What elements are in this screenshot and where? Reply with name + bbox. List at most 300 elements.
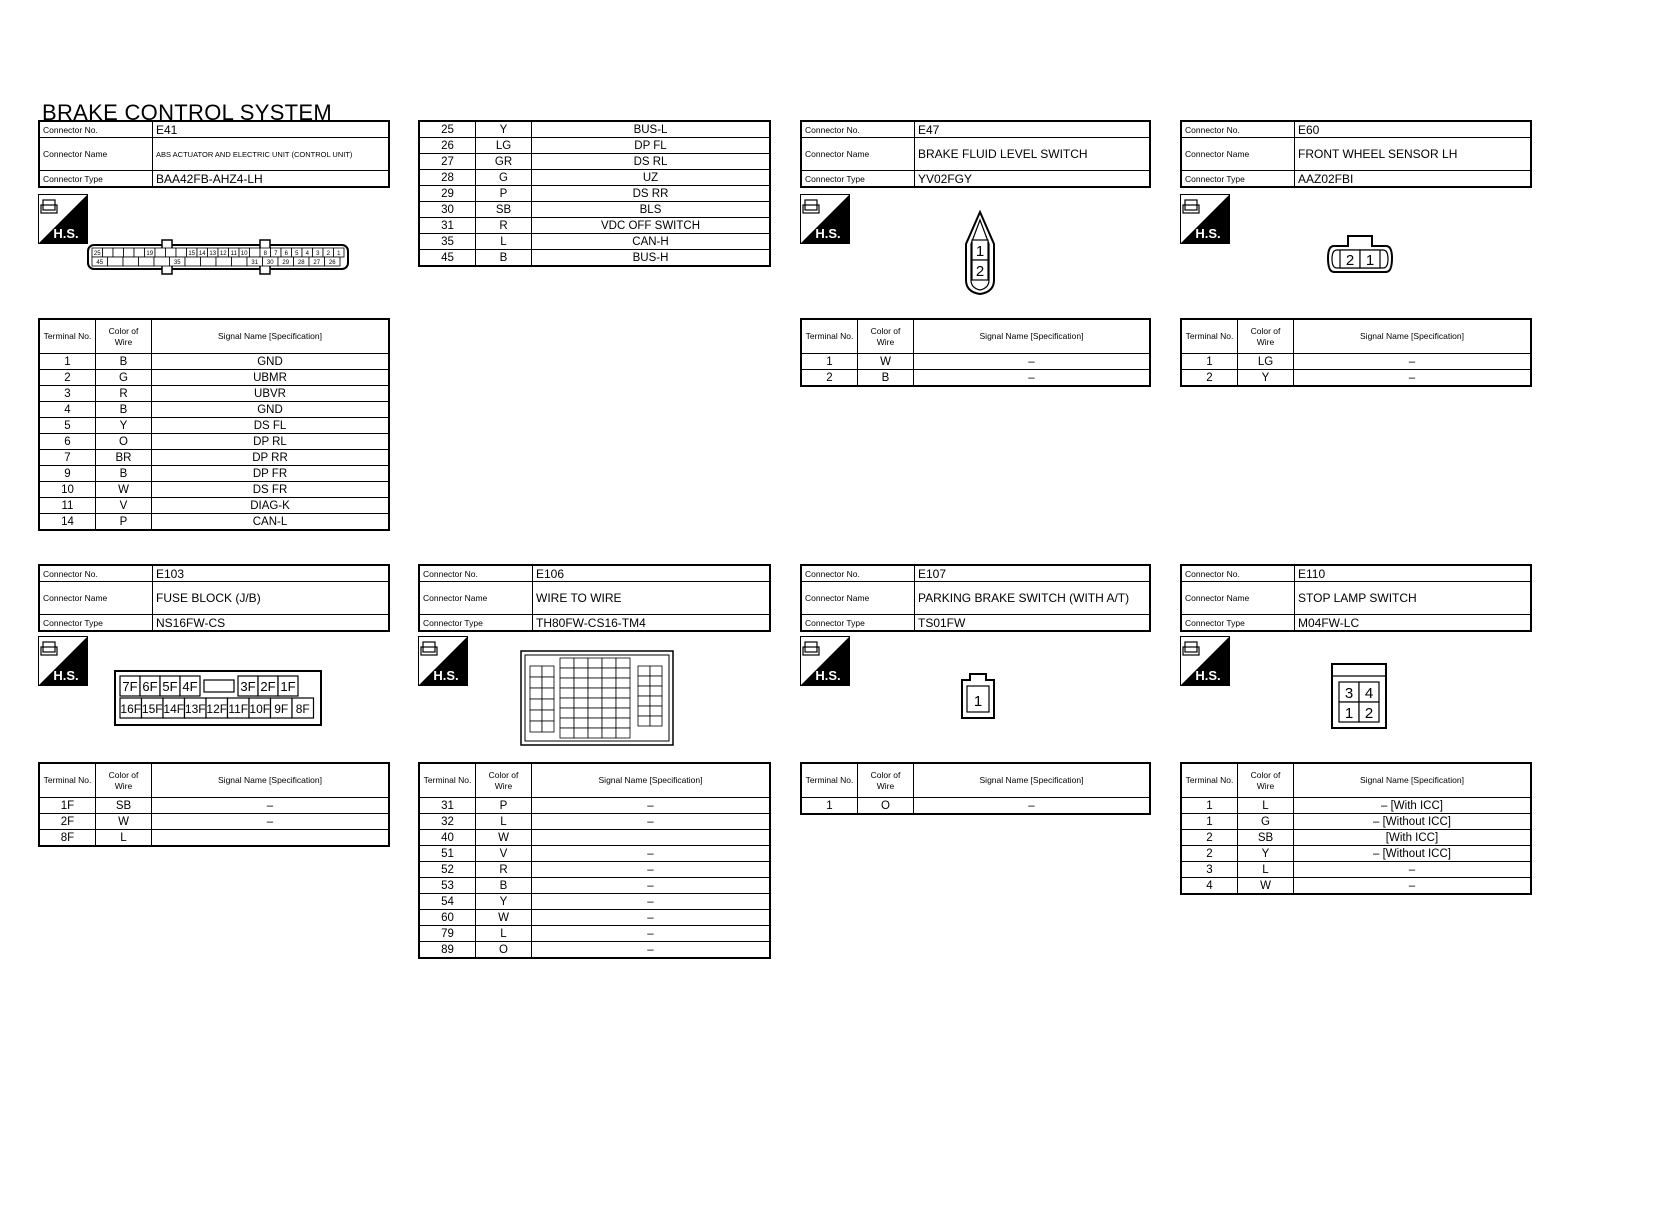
table-row xyxy=(419,138,770,154)
table-row xyxy=(419,798,770,814)
connector-no-value: E47 xyxy=(915,121,1151,138)
wire-color-cell: L xyxy=(96,830,152,847)
connector-name-label: Connector Name xyxy=(801,582,915,615)
terminal-no-cell: 2F xyxy=(39,814,96,830)
connector-type-label: Connector Type xyxy=(1181,171,1295,188)
terminal-no-cell: 11 xyxy=(39,498,96,514)
pin-cell xyxy=(602,708,616,718)
pin-cell xyxy=(588,698,602,708)
terminal-no-cell: 2 xyxy=(1181,846,1238,862)
terminal-no-cell: 32 xyxy=(419,814,476,830)
hs-harness-side-icon xyxy=(38,636,88,686)
wire-color-cell: B xyxy=(476,250,532,267)
pin-cell xyxy=(650,686,662,696)
table-row xyxy=(1181,846,1531,862)
wire-color-cell: W xyxy=(96,482,152,498)
pin-cell xyxy=(216,257,232,266)
pin-cell xyxy=(650,666,662,676)
signal-name-cell: – xyxy=(914,354,1151,370)
connector-no-label: Connector No. xyxy=(801,121,915,138)
hs-harness-side-icon xyxy=(800,636,850,686)
terminal-table-e41-continued xyxy=(418,120,771,267)
table-row xyxy=(419,926,770,942)
connector-type-value: NS16FW-CS xyxy=(153,615,390,632)
pin-cell xyxy=(185,257,201,266)
table-row xyxy=(39,402,389,418)
pin-cell xyxy=(588,668,602,678)
pin-label: 30 xyxy=(266,260,274,266)
pin-label: 3 xyxy=(1344,685,1354,702)
connector-name-label: Connector Name xyxy=(1181,582,1295,615)
signal-name-cell: DP FR xyxy=(152,466,390,482)
connector-type-value: TH80FW-CS16-TM4 xyxy=(533,615,771,632)
pin-cell xyxy=(542,688,554,699)
pin-cell xyxy=(638,686,650,696)
signal-name-header: Signal Name [Specification] xyxy=(152,763,390,798)
wire-color-header: Color of Wire xyxy=(1238,763,1294,798)
hs-label: H.S. xyxy=(815,668,841,683)
pin-label: 1 xyxy=(1365,252,1375,269)
table-row xyxy=(39,830,389,847)
signal-name-cell: BLS xyxy=(532,202,771,218)
signal-name-header: Signal Name [Specification] xyxy=(914,763,1151,798)
table-row xyxy=(1181,878,1531,895)
pin-label: 9F xyxy=(274,702,289,716)
table-row xyxy=(419,170,770,186)
table-row xyxy=(419,910,770,926)
table-row xyxy=(39,354,389,370)
pin-cell xyxy=(134,248,145,257)
pin-cell xyxy=(542,677,554,688)
pin-label: 15 xyxy=(188,251,196,257)
hs-harness-side-icon xyxy=(418,636,468,686)
pin-label: 19 xyxy=(146,251,154,257)
wire-color-header: Color of Wire xyxy=(96,763,152,798)
pin-cell xyxy=(602,688,616,698)
wire-color-cell: W xyxy=(476,910,532,926)
connector-no-label: Connector No. xyxy=(39,565,153,582)
terminal-no-cell: 25 xyxy=(419,121,476,138)
terminal-no-cell: 60 xyxy=(419,910,476,926)
wire-color-cell: B xyxy=(476,878,532,894)
signal-name-cell: UBVR xyxy=(152,386,390,402)
terminal-no-cell: 1F xyxy=(39,798,96,814)
terminal-no-cell: 1 xyxy=(1181,354,1238,370)
table-row xyxy=(419,218,770,234)
table-row xyxy=(419,862,770,878)
pin-cell xyxy=(588,728,602,738)
pin-label: 25 xyxy=(93,251,101,257)
wire-color-cell: Y xyxy=(476,121,532,138)
connector-header-e41 xyxy=(38,120,390,188)
wire-color-cell: P xyxy=(96,514,152,531)
terminal-no-cell: 4 xyxy=(1181,878,1238,895)
connector-type-value: M04FW-LC xyxy=(1295,615,1532,632)
signal-name-cell: DS FL xyxy=(152,418,390,434)
wire-color-cell: R xyxy=(96,386,152,402)
hs-label: H.S. xyxy=(1195,226,1221,241)
pin-cell xyxy=(530,666,542,677)
pin-cell xyxy=(542,710,554,721)
signal-name-cell: – xyxy=(914,798,1151,815)
table-row xyxy=(801,370,1150,387)
pin-cell xyxy=(638,666,650,676)
pin-cell xyxy=(560,728,574,738)
pin-label: 29 xyxy=(282,260,290,266)
signal-name-cell: – [Without ICC] xyxy=(1294,846,1532,862)
wire-color-cell: P xyxy=(476,798,532,814)
pin-cell xyxy=(602,678,616,688)
connector-name-value: PARKING BRAKE SWITCH (WITH A/T) xyxy=(915,582,1151,615)
pin-cell xyxy=(155,248,166,257)
wire-color-cell: P xyxy=(476,186,532,202)
hs-harness-side-icon xyxy=(800,194,850,244)
pin-cell xyxy=(574,698,588,708)
wire-color-cell: G xyxy=(96,370,152,386)
signal-name-header: Signal Name [Specification] xyxy=(532,763,771,798)
pin-label: 3 xyxy=(316,251,320,257)
signal-name-cell: – xyxy=(1294,862,1532,878)
pin-cell xyxy=(602,658,616,668)
terminal-no-cell: 30 xyxy=(419,202,476,218)
table-row xyxy=(39,450,389,466)
pin-cell xyxy=(616,708,630,718)
terminal-no-cell: 89 xyxy=(419,942,476,959)
connector-diagram-e106 xyxy=(520,650,674,746)
connector-name-label: Connector Name xyxy=(1181,138,1295,171)
pin-label: 1F xyxy=(280,679,296,694)
pin-cell xyxy=(530,721,542,732)
connector-header-e106 xyxy=(418,564,771,632)
pin-label: 4 xyxy=(1364,685,1374,702)
terminal-no-header: Terminal No. xyxy=(1181,763,1238,798)
wire-color-cell: O xyxy=(858,798,914,815)
signal-name-cell: GND xyxy=(152,354,390,370)
pin-cell xyxy=(616,728,630,738)
terminal-no-cell: 5 xyxy=(39,418,96,434)
pin-label: 31 xyxy=(251,260,259,266)
pin-label: 7 xyxy=(274,251,278,257)
terminal-no-header: Terminal No. xyxy=(1181,319,1238,354)
terminal-table-e107 xyxy=(800,762,1151,815)
connector-no-label: Connector No. xyxy=(1181,121,1295,138)
pin-label: 45 xyxy=(96,260,104,266)
connector-no-value: E110 xyxy=(1295,565,1532,582)
signal-name-cell: DP RR xyxy=(152,450,390,466)
pin-label: 26 xyxy=(328,260,336,266)
pin-cell xyxy=(602,698,616,708)
signal-name-cell: – xyxy=(532,878,771,894)
wire-color-cell: B xyxy=(96,402,152,418)
terminal-no-cell: 8F xyxy=(39,830,96,847)
hs-label: H.S. xyxy=(53,668,79,683)
connector-diagram-e103 xyxy=(114,670,322,726)
pin-label: 1 xyxy=(973,693,983,710)
connector-diagram-e107 xyxy=(960,672,996,720)
pin-cell xyxy=(542,721,554,732)
pin-cell xyxy=(616,668,630,678)
signal-name-header: Signal Name [Specification] xyxy=(914,319,1151,354)
pin-label: 7F xyxy=(122,679,138,694)
connector-header-e60 xyxy=(1180,120,1532,188)
signal-name-cell: – [With ICC] xyxy=(1294,798,1532,814)
signal-name-cell: DS RR xyxy=(532,186,771,202)
pin-cell xyxy=(530,677,542,688)
wire-color-cell: B xyxy=(96,354,152,370)
signal-name-cell: – xyxy=(152,798,390,814)
wire-color-header: Color of Wire xyxy=(96,319,152,354)
connector-type-label: Connector Type xyxy=(419,615,533,632)
table-row xyxy=(39,466,389,482)
signal-name-header: Signal Name [Specification] xyxy=(1294,319,1532,354)
hs-harness-side-icon xyxy=(1180,194,1230,244)
table-row xyxy=(801,354,1150,370)
table-row xyxy=(39,798,389,814)
terminal-no-cell: 10 xyxy=(39,482,96,498)
pin-cell xyxy=(574,688,588,698)
pin-cell xyxy=(616,698,630,708)
connector-type-label: Connector Type xyxy=(801,171,915,188)
terminal-no-cell: 54 xyxy=(419,894,476,910)
connector-header-e103 xyxy=(38,564,390,632)
wire-color-cell: L xyxy=(1238,798,1294,814)
signal-name-header: Signal Name [Specification] xyxy=(1294,763,1532,798)
terminal-no-cell: 4 xyxy=(39,402,96,418)
wire-color-header: Color of Wire xyxy=(858,319,914,354)
wire-color-cell: O xyxy=(476,942,532,959)
pin-cell xyxy=(154,257,170,266)
wire-color-cell: L xyxy=(476,234,532,250)
terminal-table-e60 xyxy=(1180,318,1532,387)
hs-label: H.S. xyxy=(815,226,841,241)
pin-label: 1 xyxy=(337,251,341,257)
pin-cell xyxy=(560,678,574,688)
pin-cell xyxy=(638,716,650,726)
connector-type-label: Connector Type xyxy=(39,171,153,188)
connector-diagram-e47 xyxy=(960,210,1000,296)
pin-cell xyxy=(574,678,588,688)
terminal-no-cell: 1 xyxy=(39,354,96,370)
terminal-no-cell: 2 xyxy=(1181,370,1238,387)
table-row xyxy=(39,418,389,434)
pin-cell xyxy=(588,678,602,688)
connector-type-value: YV02FGY xyxy=(915,171,1151,188)
wire-color-cell: O xyxy=(96,434,152,450)
connector-type-label: Connector Type xyxy=(39,615,153,632)
signal-name-cell: – [Without ICC] xyxy=(1294,814,1532,830)
connector-no-value: E103 xyxy=(153,565,390,582)
signal-name-cell: – xyxy=(532,798,771,814)
pin-label: 5 xyxy=(295,251,299,257)
connector-header-e47 xyxy=(800,120,1151,188)
wire-color-cell: LG xyxy=(1238,354,1294,370)
pin-label: 2 xyxy=(975,263,985,280)
table-row xyxy=(419,894,770,910)
pin-cell xyxy=(542,666,554,677)
pin-label: 4 xyxy=(305,251,309,257)
table-row xyxy=(419,186,770,202)
signal-name-cell: – xyxy=(1294,878,1532,895)
pin-label: 14F xyxy=(163,702,185,716)
wire-color-cell: LG xyxy=(476,138,532,154)
wire-color-cell: L xyxy=(476,814,532,830)
pin-label: 15F xyxy=(141,702,163,716)
pin-cell xyxy=(201,257,217,266)
table-row xyxy=(39,482,389,498)
pin-label: 12 xyxy=(219,251,227,257)
terminal-table-e47 xyxy=(800,318,1151,387)
pin-label: 4F xyxy=(182,679,198,694)
wire-color-header: Color of Wire xyxy=(858,763,914,798)
pin-label: 11F xyxy=(228,702,249,716)
terminal-no-cell: 45 xyxy=(419,250,476,267)
pin-label: 8F xyxy=(295,702,310,716)
pin-label: 1 xyxy=(1344,705,1354,722)
terminal-no-cell: 53 xyxy=(419,878,476,894)
pin-cell xyxy=(166,248,177,257)
terminal-no-cell: 9 xyxy=(39,466,96,482)
pin-cell xyxy=(588,718,602,728)
pin-cell xyxy=(650,706,662,716)
wire-color-cell: SB xyxy=(476,202,532,218)
pin-label: 11 xyxy=(230,251,237,257)
pin-cell xyxy=(650,696,662,706)
pin-cell xyxy=(542,699,554,710)
signal-name-cell: GND xyxy=(152,402,390,418)
pin-cell xyxy=(602,668,616,678)
terminal-table-e110 xyxy=(1180,762,1532,895)
terminal-no-cell: 6 xyxy=(39,434,96,450)
terminal-table-e41 xyxy=(38,318,390,531)
wire-color-cell: Y xyxy=(476,894,532,910)
pin-label: 6F xyxy=(142,679,158,694)
pin-label: 2 xyxy=(1345,252,1355,269)
table-row xyxy=(419,830,770,846)
pin-label: 14 xyxy=(198,251,206,257)
terminal-no-cell: 1 xyxy=(801,354,858,370)
connector-name-value: STOP LAMP SWITCH xyxy=(1295,582,1532,615)
signal-name-cell: – xyxy=(532,814,771,830)
connector-name-value: FRONT WHEEL SENSOR LH xyxy=(1295,138,1532,171)
connector-no-value: E41 xyxy=(153,121,390,138)
terminal-table-e106 xyxy=(418,762,771,959)
wire-color-cell: W xyxy=(476,830,532,846)
signal-name-header: Signal Name [Specification] xyxy=(152,319,390,354)
table-row xyxy=(419,846,770,862)
pin-label: 35 xyxy=(173,260,181,266)
terminal-no-cell: 28 xyxy=(419,170,476,186)
signal-name-cell xyxy=(532,830,771,846)
pin-cell xyxy=(123,257,139,266)
terminal-no-cell: 2 xyxy=(39,370,96,386)
wire-color-cell: L xyxy=(476,926,532,942)
wire-color-cell: V xyxy=(96,498,152,514)
wire-color-header: Color of Wire xyxy=(1238,319,1294,354)
pin-cell xyxy=(113,248,124,257)
table-row xyxy=(39,370,389,386)
page-title: BRAKE CONTROL SYSTEM xyxy=(42,100,333,125)
terminal-no-header: Terminal No. xyxy=(419,763,476,798)
table-row xyxy=(1181,814,1531,830)
table-row xyxy=(39,434,389,450)
pin-cell xyxy=(650,676,662,686)
wire-color-cell: L xyxy=(1238,862,1294,878)
pin-cell xyxy=(602,718,616,728)
table-row xyxy=(1181,798,1531,814)
pin-label: 5F xyxy=(162,679,178,694)
signal-name-cell: UZ xyxy=(532,170,771,186)
pin-cell xyxy=(560,658,574,668)
hs-harness-side-icon xyxy=(1180,636,1230,686)
pin-cell xyxy=(250,248,261,257)
table-row xyxy=(39,498,389,514)
pin-cell xyxy=(560,718,574,728)
pin-cell xyxy=(602,728,616,738)
table-row xyxy=(39,386,389,402)
signal-name-cell: – xyxy=(532,910,771,926)
pin-label: 2 xyxy=(1364,705,1374,722)
terminal-no-cell: 31 xyxy=(419,798,476,814)
hs-label: H.S. xyxy=(53,226,79,241)
terminal-no-header: Terminal No. xyxy=(801,319,858,354)
terminal-no-cell: 26 xyxy=(419,138,476,154)
pin-label: 10 xyxy=(240,251,248,257)
pin-cell xyxy=(560,668,574,678)
connector-name-label: Connector Name xyxy=(801,138,915,171)
table-row xyxy=(1181,354,1531,370)
pin-cell xyxy=(616,688,630,698)
terminal-no-cell: 2 xyxy=(801,370,858,387)
connector-header-e107 xyxy=(800,564,1151,632)
pin-label: 3F xyxy=(240,679,256,694)
pin-cell xyxy=(574,708,588,718)
connector-diagram-e41 xyxy=(86,238,350,276)
connector-no-label: Connector No. xyxy=(419,565,533,582)
wire-color-cell: GR xyxy=(476,154,532,170)
terminal-no-cell: 29 xyxy=(419,186,476,202)
table-row xyxy=(419,878,770,894)
table-row xyxy=(419,250,770,267)
pin-label: 2F xyxy=(260,679,276,694)
signal-name-cell: CAN-H xyxy=(532,234,771,250)
wire-color-cell: B xyxy=(96,466,152,482)
pin-cell xyxy=(560,688,574,698)
pin-cell xyxy=(530,699,542,710)
terminal-no-cell: 79 xyxy=(419,926,476,942)
pin-label: 10F xyxy=(249,702,271,716)
pin-cell xyxy=(616,718,630,728)
wire-color-cell: R xyxy=(476,862,532,878)
pin-cell xyxy=(616,678,630,688)
signal-name-cell xyxy=(152,830,390,847)
connector-no-label: Connector No. xyxy=(801,565,915,582)
connector-type-value: AAZ02FBI xyxy=(1295,171,1532,188)
connector-name-value: WIRE TO WIRE xyxy=(533,582,771,615)
signal-name-cell: – xyxy=(1294,370,1532,387)
connector-header-e110 xyxy=(1180,564,1532,632)
pin-label: 8 xyxy=(263,251,267,257)
wire-color-cell: Y xyxy=(1238,846,1294,862)
hs-harness-side-icon xyxy=(38,194,88,244)
pin-cell xyxy=(574,668,588,678)
wire-color-cell: W xyxy=(858,354,914,370)
table-row xyxy=(1181,370,1531,387)
wire-color-cell: W xyxy=(96,814,152,830)
signal-name-cell: – xyxy=(532,894,771,910)
wire-color-cell: W xyxy=(1238,878,1294,895)
wire-color-cell: BR xyxy=(96,450,152,466)
hs-label: H.S. xyxy=(1195,668,1221,683)
